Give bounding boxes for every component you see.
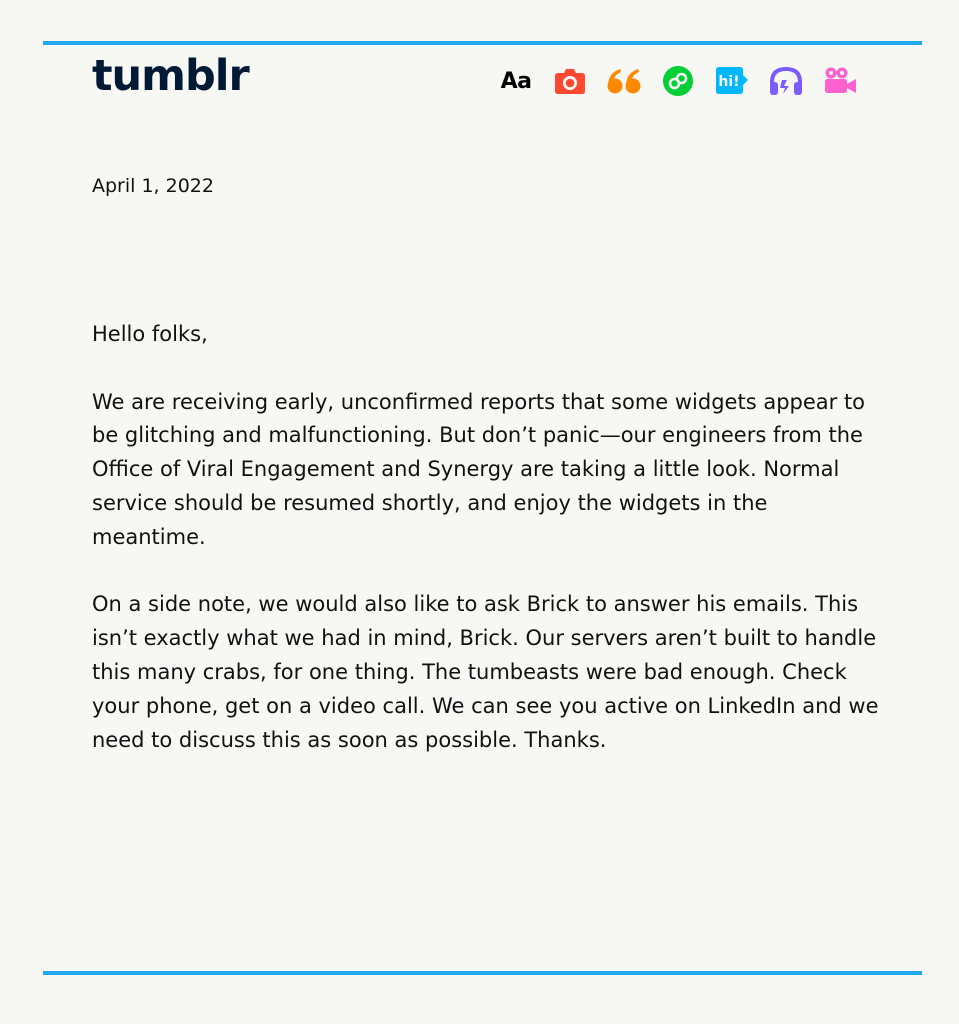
letter-paragraph: We are receiving early, unconfirmed reports that some widgets appear to be glitching and malfunctioning. But don’t panic—our engineers from the Office of Viral Engagement and Synergy are taking a little look. Normal service should be resumed shortly, and enjoy the widgets in the meantime. <box>92 389 866 549</box>
text-post-button[interactable] <box>498 63 534 99</box>
chat-icon <box>715 66 749 96</box>
letter-paragraph: On a side note, we would also like to ask Brick to answer his emails. This isn’t exactly what we had in mind, Brick. Our servers aren’t built to handle this many crabs, for one thing. The tumbeasts were bad enough. Check your phone, get on a video call. We can see you active on LinkedIn and we need to discuss this as soon as possible. Thanks. <box>92 592 879 752</box>
bottom-divider <box>43 971 922 975</box>
letter-greeting: Hello folks, <box>92 322 208 346</box>
top-divider <box>43 41 922 45</box>
text-post-label: Aa <box>500 68 532 94</box>
link-post-button[interactable] <box>660 63 696 99</box>
photo-post-button[interactable] <box>552 63 588 99</box>
quote-post-button[interactable] <box>606 63 642 99</box>
letter-date: April 1, 2022 <box>92 175 214 197</box>
post-type-bar <box>498 63 858 99</box>
video-camera-icon <box>823 66 857 96</box>
headphones-icon <box>769 66 803 96</box>
audio-post-button[interactable] <box>768 63 804 99</box>
letter-body <box>92 318 882 791</box>
chat-icon-label: hi! <box>718 74 740 90</box>
link-icon <box>662 65 694 97</box>
video-post-button[interactable] <box>822 63 858 99</box>
quote-icon <box>607 68 641 94</box>
camera-icon <box>554 67 586 95</box>
tumblr-logo: tumblr <box>92 51 249 101</box>
chat-post-button[interactable] <box>714 63 750 99</box>
